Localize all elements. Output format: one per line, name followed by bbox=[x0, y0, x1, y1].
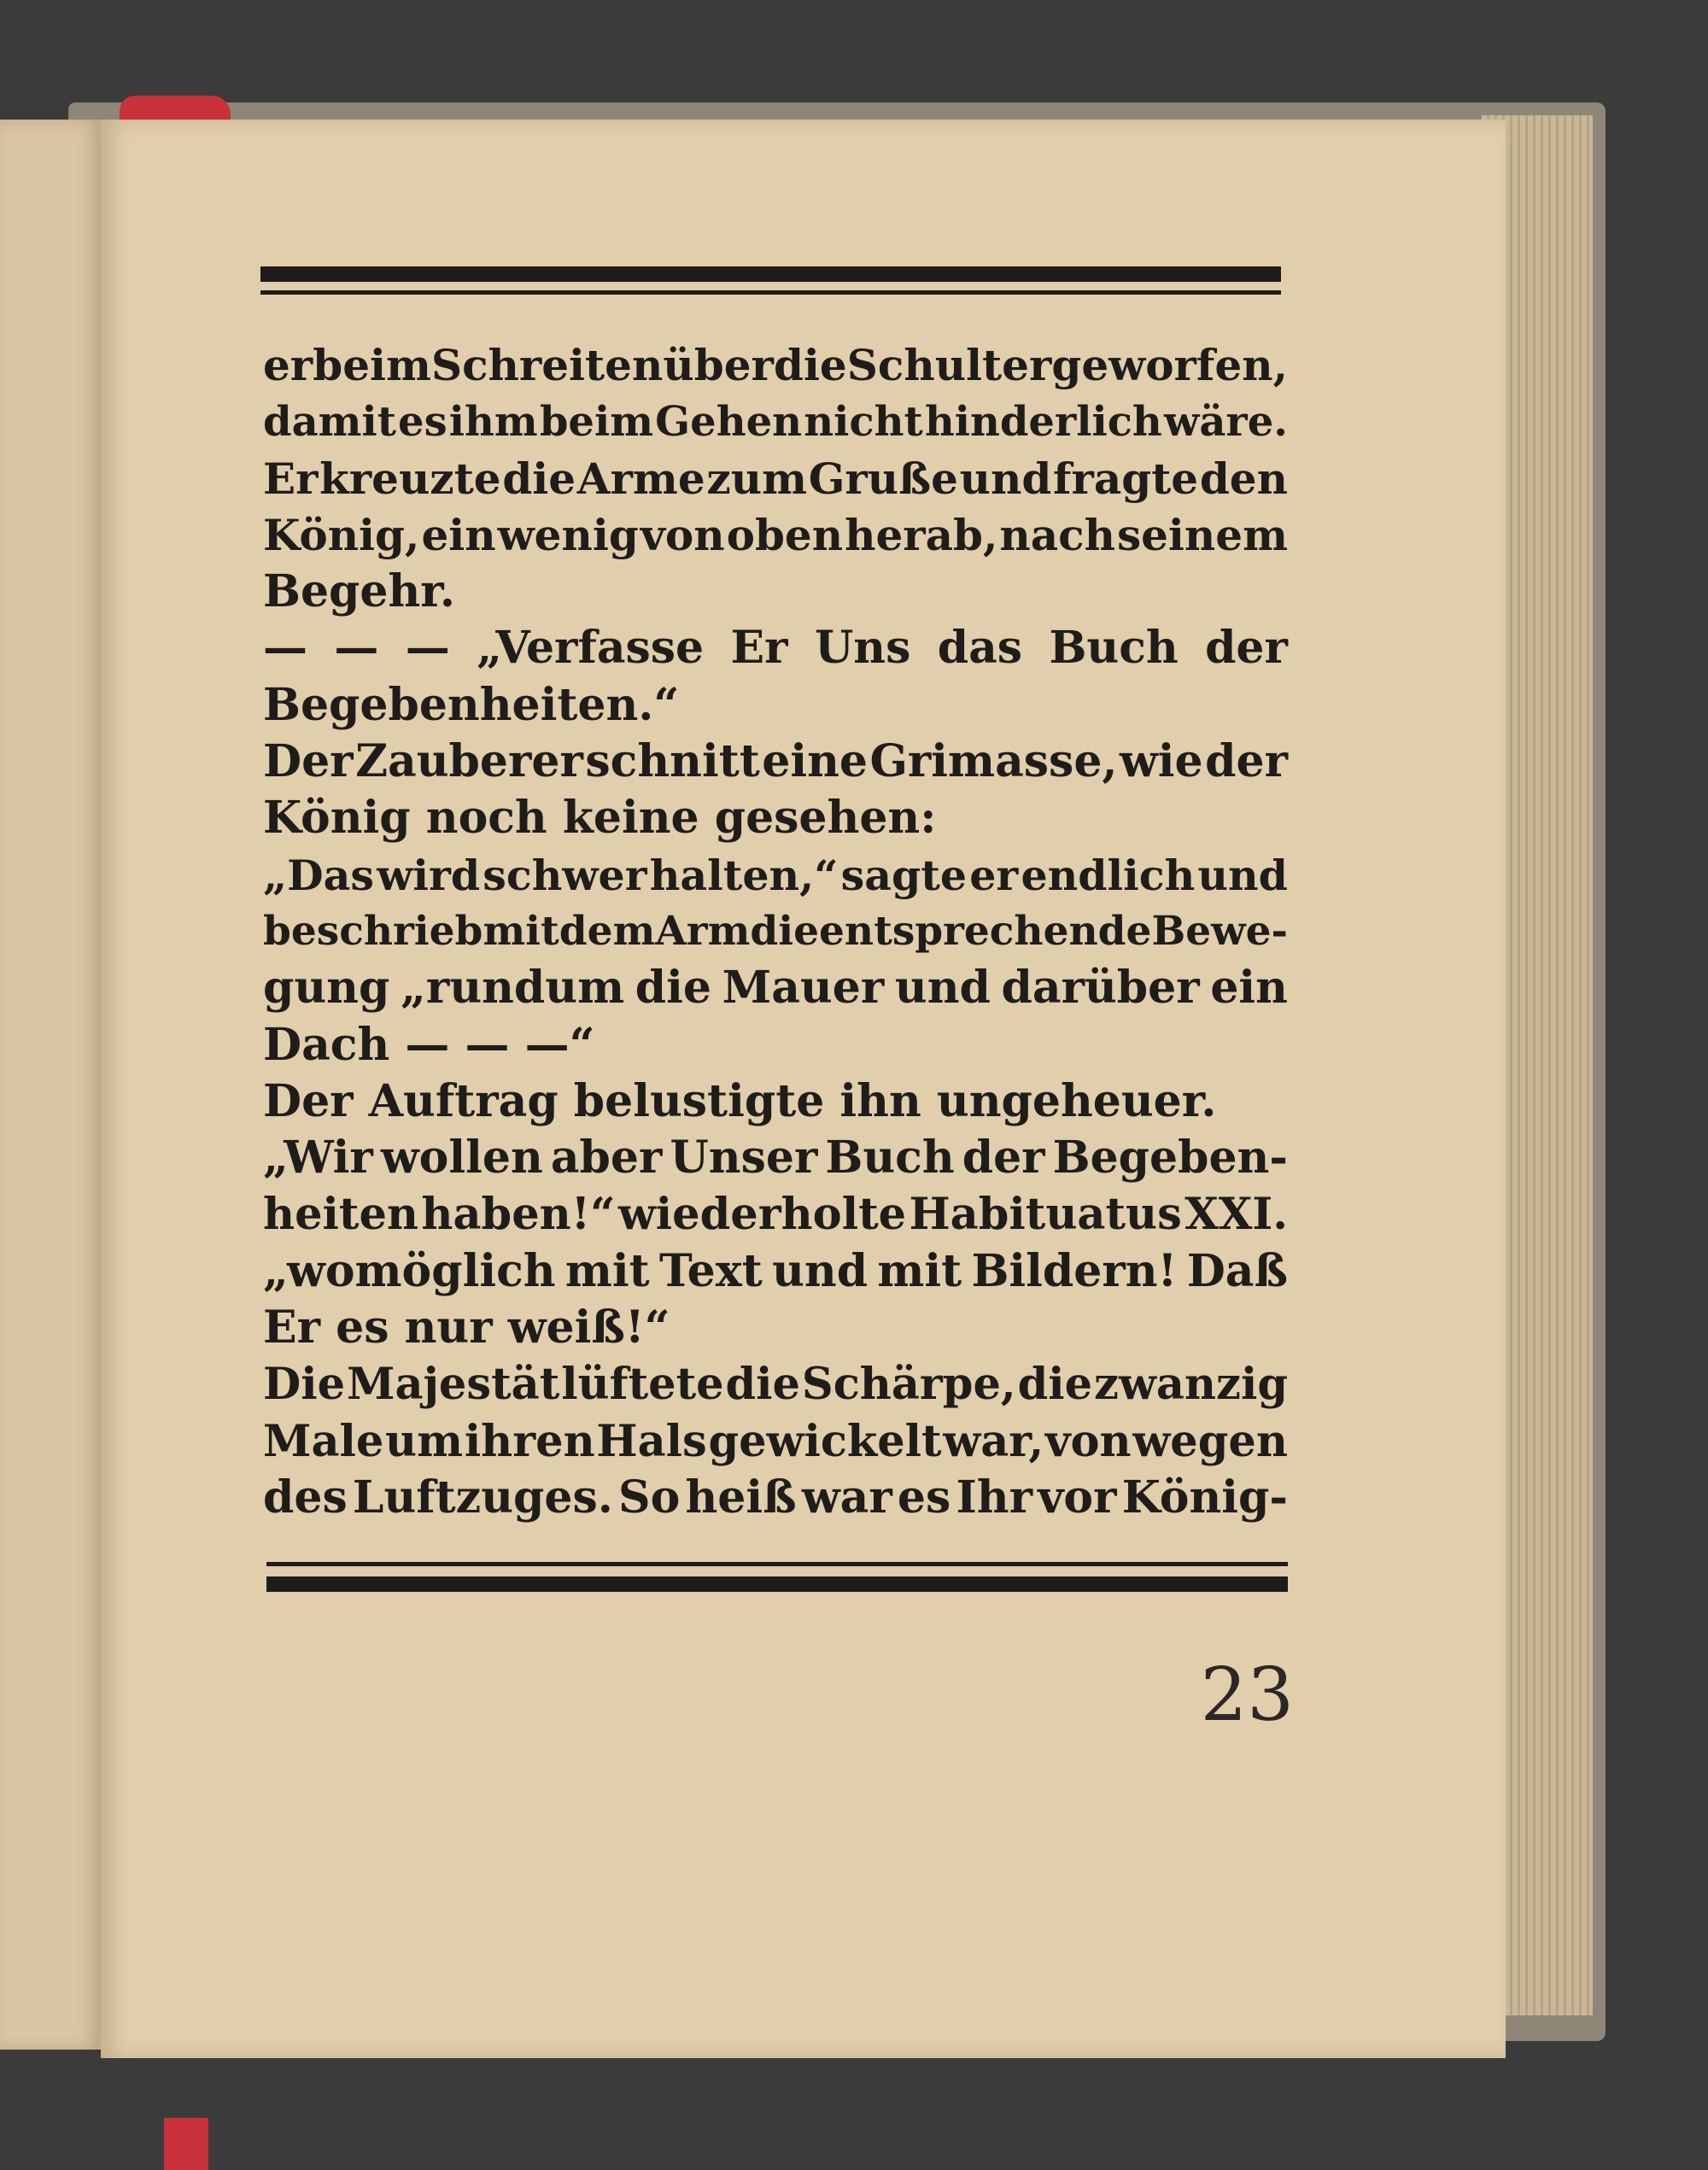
text-line: er beim Schreiten über die Schulter geworfen, bbox=[263, 340, 1288, 390]
text-line: Er es nur weiß!“ bbox=[263, 1301, 670, 1354]
body-text bbox=[263, 337, 1288, 1526]
text-line: „Das wird schwer halten,“ sagte er endlich und bbox=[263, 850, 1288, 900]
text-line: Er kreuzte die Arme zum Gruße und fragte den bbox=[263, 453, 1288, 504]
text-line: Der Zauberer schnitt eine Grimasse, wie der bbox=[263, 735, 1288, 788]
text-line: gung „rundum die Mauer und darüber ein bbox=[263, 962, 1288, 1015]
text-line: König, ein wenig von oben herab, nach seinem bbox=[263, 509, 1288, 560]
text-line: beschrieb mit dem Arm die entsprechende Bewe- bbox=[263, 907, 1288, 955]
text-line: des Luftzuges. So heiß war es Ihr vor König- bbox=[263, 1471, 1288, 1524]
text-line: Dach — — —“ bbox=[263, 1018, 595, 1071]
text-line: Der Auftrag belustigte ihn ungeheuer. bbox=[263, 1074, 1217, 1127]
text-line: damit es ihm beim Gehen nicht hinderlich wäre. bbox=[263, 398, 1288, 447]
top-rule-thin bbox=[260, 290, 1281, 295]
text-line: Begehr. bbox=[263, 565, 456, 618]
page-number: 23 bbox=[1200, 1652, 1294, 1738]
top-rule-thick bbox=[260, 266, 1281, 282]
bookmark-ribbon-end bbox=[164, 2118, 208, 2170]
text-line: Begebenheiten.“ bbox=[263, 678, 680, 731]
text-line: „womöglich mit Text und mit Bildern! Daß bbox=[263, 1244, 1288, 1297]
left-facing-page bbox=[0, 120, 103, 2050]
text-line: „Wir wollen aber Unser Buch der Begeben- bbox=[263, 1132, 1288, 1184]
text-line: König noch keine gesehen: bbox=[263, 792, 937, 845]
bottom-rule-thick bbox=[266, 1576, 1288, 1592]
text-line: Male um ihren Hals gewickelt war, von wegen bbox=[263, 1415, 1288, 1467]
text-line: — — — „Verfasse Er Uns das Buch der bbox=[263, 622, 1288, 675]
text-line: Die Majestät lüftete die Schärpe, die zwanzig bbox=[263, 1359, 1288, 1411]
text-line: heiten haben!“ wiederholte Habituatus XXI. bbox=[263, 1189, 1288, 1241]
bottom-rule-thin bbox=[266, 1562, 1288, 1566]
